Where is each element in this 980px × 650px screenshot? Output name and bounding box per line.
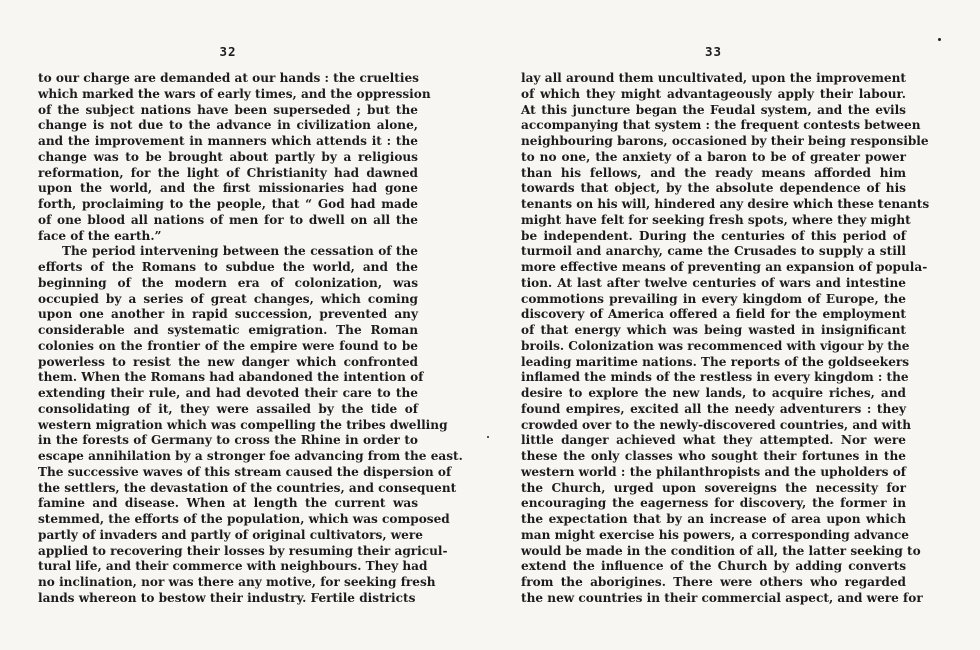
- text-line: the settlers, the devastation of the countries, and consequent: [38, 480, 457, 495]
- text-line: the expectation that by an increase of area upon which: [521, 512, 906, 526]
- text-line: change is not due to the advance in civilization alone,: [38, 118, 418, 133]
- text-line: and the improvement in manners which attends it : the: [38, 134, 418, 148]
- text-line: might have felt for seeking fresh spots, where they might: [521, 212, 911, 227]
- text-line: desire to explore the new lands, to acquire riches, and: [521, 386, 906, 400]
- text-line: tenants on his will, hindered any desire which these tenants: [521, 197, 930, 211]
- text-line: upon one another in rapid succession, prevented any: [38, 307, 418, 322]
- text-line: escape annihilation by a stronger foe advancing from the east.: [38, 449, 463, 463]
- text-line: leading maritime nations. The reports of the goldseekers: [521, 354, 910, 369]
- text-line: tural life, and their commerce with neighbours. They had: [38, 559, 428, 574]
- text-line: western migration which was compelling the tribes dwelling: [38, 417, 448, 432]
- text-line: would be made in the condition of all, the latter seeking to: [521, 543, 921, 558]
- text-line: occupied by a series of great changes, which coming: [38, 291, 418, 306]
- text-line: efforts of the Romans to subdue the world, and the: [38, 260, 418, 274]
- text-line: partly of invaders and partly of original cultivators, were: [38, 527, 423, 542]
- text-line: consolidating of it, they were assailed by the tide of: [38, 401, 418, 416]
- text-line: powerless to resist the new danger which confronted: [38, 354, 418, 369]
- text-line: The successive waves of this stream caused the dispersion of: [38, 464, 452, 479]
- text-line: extend the influence of the Church by adding converts: [521, 559, 906, 574]
- text-line: little danger achieved what they attempted. Nor were: [521, 433, 906, 448]
- text-line: be independent. During the centuries of this period of: [521, 228, 906, 243]
- text-line: western world : the philanthropists and the upholders of: [521, 464, 906, 479]
- text-line: of that energy which was being wasted in insignificant: [521, 323, 906, 337]
- text-line: of which they might advantageously apply their labour.: [521, 86, 906, 101]
- text-line: crowded over to the newly-discovered countries, and with: [521, 417, 911, 432]
- text-line: discovery of America offered a field for the employment: [521, 307, 906, 322]
- text-line: beginning of the modern era of colonization, was: [38, 275, 418, 290]
- right-page-text: [521, 71, 930, 607]
- text-line: them. When the Romans had abandoned the intention of: [38, 370, 424, 385]
- left-page-text: [38, 71, 463, 607]
- text-line: these the only classes who sought their fortunes in the: [521, 449, 906, 463]
- text-line: stemmed, the efforts of the population, which was composed: [38, 512, 450, 526]
- text-line: lay all around them uncultivated, upon the improvement: [521, 71, 906, 85]
- print-speck: [487, 436, 489, 438]
- text-line: accompanying that system : the frequent contests between: [521, 118, 921, 133]
- text-line: towards that object, by the absolute dependence of his: [521, 181, 906, 196]
- text-line: face of the earth.”: [38, 228, 162, 243]
- left-page-number: 32: [219, 44, 237, 59]
- text-line: famine and disease. When at length the current was: [38, 496, 418, 511]
- text-line: turmoil and anarchy, came the Crusades to supply a still: [521, 244, 906, 259]
- text-line: upon the world, and the first missionaries had gone: [38, 181, 418, 196]
- text-line: broils. Colonization was recommenced with vigour by the: [521, 338, 910, 353]
- text-line: from the aborigines. There were others who regarded: [521, 575, 906, 589]
- text-line: no inclination, nor was there any motive, for seeking fresh: [38, 575, 436, 589]
- text-line: forth, proclaiming to the people, that “ God had made: [38, 197, 418, 211]
- text-line: reformation, for the light of Christianity had dawned: [38, 165, 418, 180]
- text-line: tion. At last after twelve centuries of wars and intestine: [521, 275, 906, 290]
- text-line: encouraging the eagerness for discovery, the former in: [521, 496, 906, 511]
- text-line: of one blood all nations of men for to dwell on all the: [38, 212, 418, 227]
- text-line: commotions prevailing in every kingdom of Europe, the: [521, 291, 906, 306]
- text-line: the new countries in their commercial aspect, and were for: [521, 590, 923, 605]
- text-line: to no one, the anxiety of a baron to be of greater power: [521, 149, 906, 164]
- text-line: colonies on the frontier of the empire were found to be: [38, 338, 418, 353]
- text-line: considerable and systematic emigration. The Roman: [38, 323, 418, 337]
- text-line: than his fellows, and the ready means afforded him: [521, 165, 906, 180]
- text-line: At this juncture began the Feudal system, and the evils: [521, 102, 906, 117]
- text-line: the Church, urged upon sovereigns the necessity for: [521, 480, 906, 495]
- text-line: change was to be brought about partly by a religious: [38, 149, 418, 164]
- text-line: found empires, excited all the needy adventurers : they: [521, 401, 906, 416]
- text-line: man might exercise his powers, a corresponding advance: [521, 527, 909, 542]
- text-line: extending their rule, and had devoted their care to the: [38, 386, 418, 400]
- text-line: to our charge are demanded at our hands : the cruelties: [38, 71, 419, 85]
- text-line: inflamed the minds of the restless in every kingdom : the: [521, 370, 909, 385]
- text-line: which marked the wars of early times, and the oppression: [38, 86, 431, 101]
- text-line: more effective means of preventing an expansion of popula-: [521, 260, 928, 274]
- text-line: applied to recovering their losses by resuming their agricul-: [38, 543, 448, 558]
- text-line: in the forests of Germany to cross the Rhine in order to: [38, 433, 418, 448]
- print-speck: [938, 38, 941, 41]
- text-line: The period intervening between the cessation of the: [62, 244, 418, 259]
- right-page-number: 33: [704, 44, 723, 59]
- text-line: of the subject nations have been superseded ; but the: [38, 102, 418, 117]
- text-line: lands whereon to bestow their industry. Fertile districts: [38, 590, 416, 605]
- text-line: neighbouring barons, occasioned by their being responsible: [521, 134, 929, 148]
